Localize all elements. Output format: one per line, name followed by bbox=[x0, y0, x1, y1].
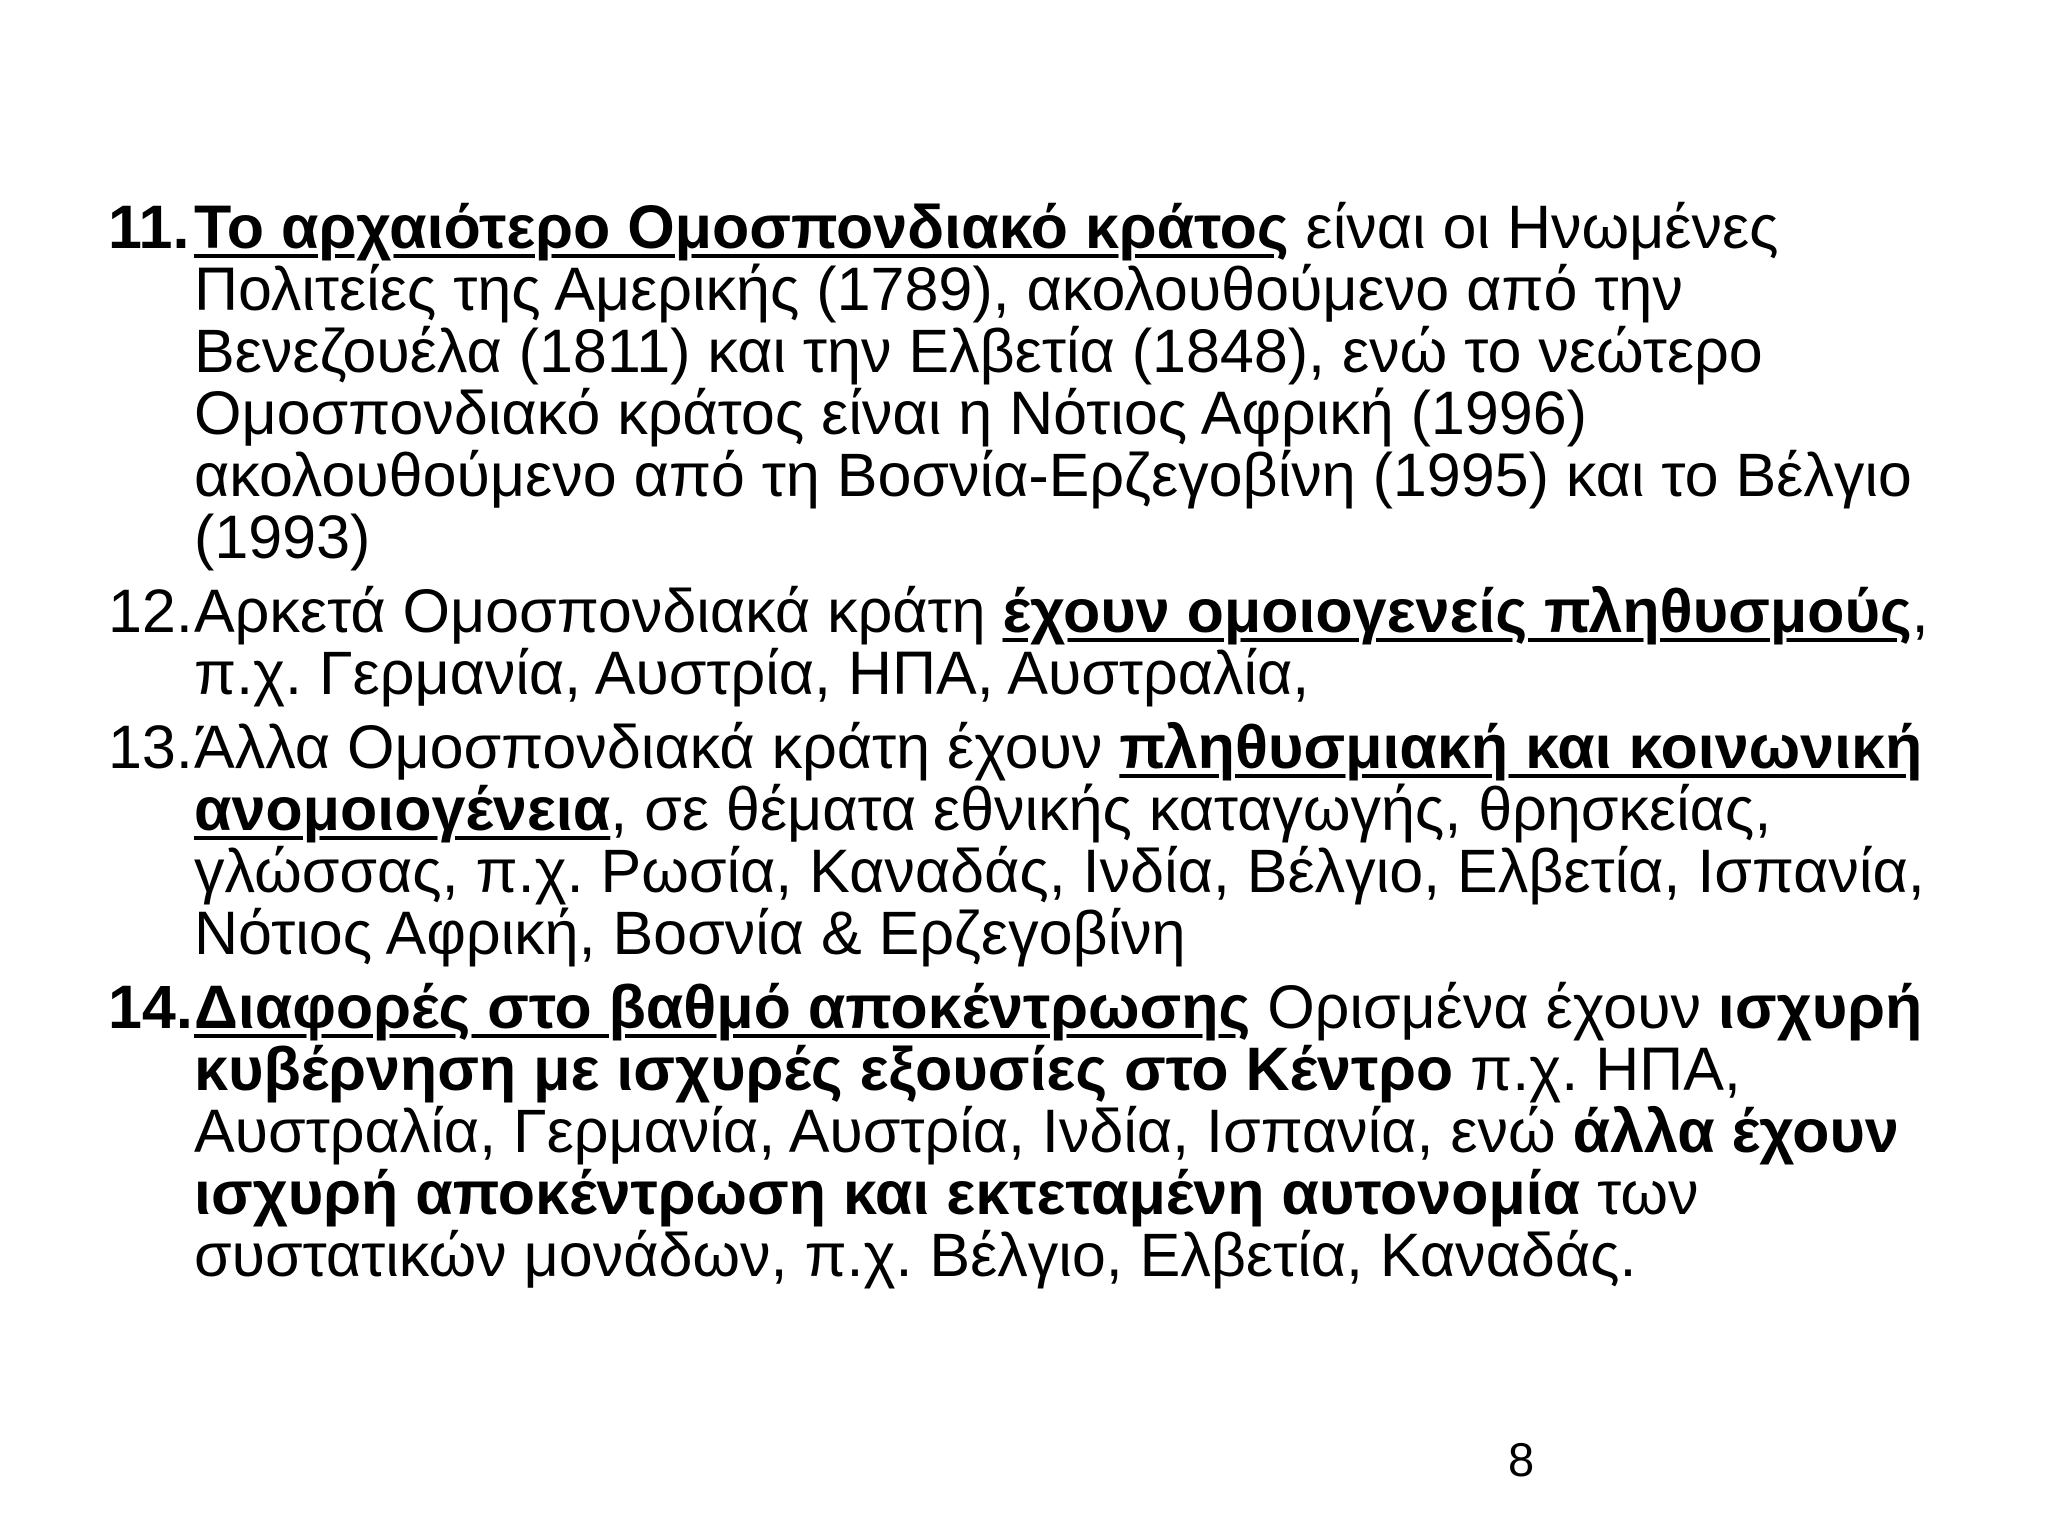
page-number: 8 bbox=[1508, 1433, 1535, 1486]
item-number: 14. bbox=[108, 973, 193, 1041]
item-emphasis: άλλα έχουν ισχυρή αποκέντρωση και εκτεταμένη αυτονομία bbox=[194, 1097, 1899, 1227]
list-item-13 bbox=[108, 713, 1948, 967]
item-heading: Διαφορές στο βαθμό αποκέντρωσης bbox=[194, 973, 1251, 1041]
item-emphasis: έχουν ομοιογενείς πληθυσμούς bbox=[1002, 577, 1912, 645]
list-item-14 bbox=[108, 973, 1948, 1289]
item-number: 11. bbox=[108, 193, 190, 261]
item-number: 13. bbox=[108, 713, 193, 781]
item-text: , σε θέματα εθνικής καταγωγής, θρησκείας, γλώσσας, π.χ. Ρωσία, Καναδάς, Ινδία, Βέλγιο, Ελβετία, Ισπανία, Νότιος Αφρική, Βοσνία & Ερζεγοβίνη bbox=[194, 775, 1925, 967]
list-item-11 bbox=[108, 193, 1948, 571]
item-text: Ορισμένα έχουν bbox=[1250, 973, 1718, 1041]
item-text: είναι οι Ηνωμένες Πολιτείες της Αμερικής (1789), ακολουθούμενο από την Βενεζουέλα (1811) και την Ελβετία (1848), ενώ το νεώτερο Ομοσπονδιακό κράτος είναι η Νότιος Αφρική (1996) ακολουθούμενο από τη Βοσνία-Ερζεγοβίνη (1995) και το Βέλγιο (1993) bbox=[194, 193, 1912, 571]
item-text: π.χ. ΗΠΑ, Αυστραλία, Γερμανία, Αυστρία, Ινδία, Ισπανία, ενώ bbox=[194, 1035, 1741, 1165]
item-heading: Το αρχαιότερο Ομοσπονδιακό κράτος bbox=[194, 193, 1289, 261]
item-text: , π.χ. Γερμανία, Αυστρία, ΗΠΑ, Αυστραλία, bbox=[194, 577, 1929, 707]
item-text: Άλλα Ομοσπονδιακά κράτη έχουν bbox=[194, 713, 1120, 781]
list-item-12 bbox=[108, 577, 1948, 707]
item-emphasis: πληθυσμιακή και κοινωνική ανομοιογένεια bbox=[194, 713, 1923, 843]
item-text: των συστατικών μονάδων, π.χ. Βέλγιο, Ελβετία, Καναδάς. bbox=[194, 1159, 1699, 1289]
item-emphasis: ισχυρή κυβέρνηση με ισχυρές εξουσίες στο Κέντρο bbox=[194, 973, 1923, 1103]
item-text: Αρκετά Ομοσπονδιακά κράτη bbox=[194, 577, 1003, 645]
item-number: 12. bbox=[108, 577, 193, 645]
numbered-list bbox=[108, 193, 1948, 1298]
